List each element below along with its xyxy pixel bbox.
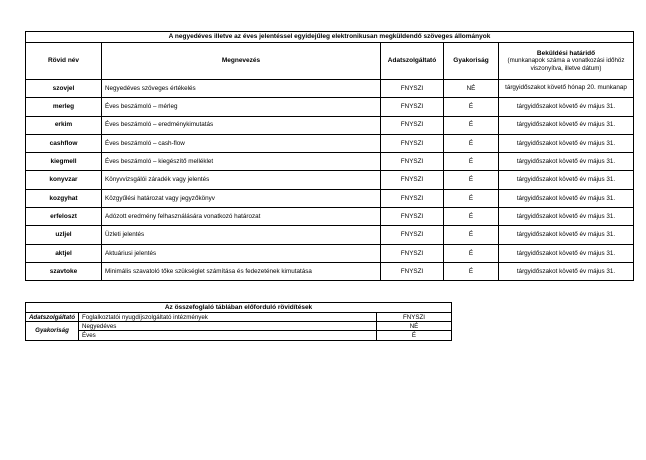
row-description: Aktuáriusi jelentés (102, 244, 381, 262)
table-row (26, 208, 634, 226)
frequency-label: Gyakoriság (26, 322, 79, 340)
row-description: Éves beszámoló – kiegészítő melléklet (102, 153, 381, 171)
abbreviation-row (26, 313, 452, 322)
table-header-row (26, 43, 634, 80)
row-frequency: É (444, 116, 499, 134)
submission-files-table (25, 31, 634, 281)
row-code: szavtoke (26, 262, 102, 280)
row-description: Adózott eredmény felhasználására vonatkozó határozat (102, 208, 381, 226)
row-deadline: tárgyidőszakot követő év május 31. (499, 244, 634, 262)
table-row (26, 98, 634, 116)
table-row (26, 244, 634, 262)
table-title: A negyedéves illetve az éves jelentéssel egyidejűleg elektronikusan megküldendő szöveges állományok (26, 32, 634, 43)
row-provider: FNYSZI (381, 80, 444, 98)
table-row (26, 153, 634, 171)
row-description: Éves beszámoló – cash-flow (102, 134, 381, 152)
row-frequency: É (444, 262, 499, 280)
table-row (26, 134, 634, 152)
table-row (26, 80, 634, 98)
abbreviations-title: Az összefoglaló táblában előforduló rövidítések (26, 303, 452, 313)
row-frequency: É (444, 189, 499, 207)
provider-description: Foglalkoztatói nyugdíjszolgáltató intézmények (79, 313, 377, 322)
row-deadline: tárgyidőszakot követő hónap 20. munkanap (499, 80, 634, 98)
header-deadline-subtitle: (munkanapok száma a vonatkozási időhöz viszonyítva, illetve dátum) (507, 57, 625, 72)
row-code: erfeloszt (26, 208, 102, 226)
row-provider: FNYSZI (381, 244, 444, 262)
row-provider: FNYSZI (381, 226, 444, 244)
frequency-description: Negyedéves (79, 322, 377, 331)
row-description: Üzleti jelentés (102, 226, 381, 244)
header-desc: Megnevezés (102, 43, 381, 80)
row-code: erkim (26, 116, 102, 134)
row-frequency: É (444, 171, 499, 189)
row-frequency: É (444, 208, 499, 226)
row-code: uzljel (26, 226, 102, 244)
row-deadline: tárgyidőszakot követő év május 31. (499, 98, 634, 116)
row-frequency: É (444, 244, 499, 262)
row-deadline: tárgyidőszakot követő év május 31. (499, 262, 634, 280)
abbreviation-row (26, 322, 452, 331)
row-provider: FNYSZI (381, 262, 444, 280)
frequency-code: NÉ (377, 322, 452, 331)
row-deadline: tárgyidőszakot követő év május 31. (499, 153, 634, 171)
row-deadline: tárgyidőszakot követő év május 31. (499, 189, 634, 207)
row-provider: FNYSZI (381, 98, 444, 116)
row-description: Éves beszámoló – mérleg (102, 98, 381, 116)
row-frequency: É (444, 226, 499, 244)
row-deadline: tárgyidőszakot követő év május 31. (499, 171, 634, 189)
abbreviation-row (26, 331, 452, 340)
row-code: kozgyhat (26, 189, 102, 207)
row-deadline: tárgyidőszakot követő év május 31. (499, 116, 634, 134)
row-code: cashflow (26, 134, 102, 152)
row-provider: FNYSZI (381, 153, 444, 171)
table-row (26, 226, 634, 244)
header-frequency: Gyakoriság (444, 43, 499, 80)
row-description: Közgyűlési határozat vagy jegyzőkönyv (102, 189, 381, 207)
table-row (26, 116, 634, 134)
row-code: szovjel (26, 80, 102, 98)
row-code: kiegmell (26, 153, 102, 171)
row-provider: FNYSZI (381, 171, 444, 189)
header-deadline (499, 43, 634, 80)
row-provider: FNYSZI (381, 134, 444, 152)
row-deadline: tárgyidőszakot követő év május 31. (499, 208, 634, 226)
row-code: merleg (26, 98, 102, 116)
header-provider: Adatszolgáltató (381, 43, 444, 80)
row-deadline: tárgyidőszakot követő év május 31. (499, 134, 634, 152)
row-description: Minimális szavatoló tőke szükséglet számítása és fedezetének kimutatása (102, 262, 381, 280)
header-deadline-title: Beküldési határidő (536, 49, 596, 57)
row-provider: FNYSZI (381, 189, 444, 207)
header-code: Rövid név (26, 43, 102, 80)
provider-label: Adatszolgáltató (26, 313, 79, 322)
row-description: Éves beszámoló – eredménykimutatás (102, 116, 381, 134)
row-deadline: tárgyidőszakot követő év május 31. (499, 226, 634, 244)
row-provider: FNYSZI (381, 208, 444, 226)
row-frequency: NÉ (444, 80, 499, 98)
provider-code: FNYSZI (377, 313, 452, 322)
frequency-code: É (377, 331, 452, 340)
row-description: Könyvvizsgálói záradék vagy jelentés (102, 171, 381, 189)
table-row (26, 189, 634, 207)
table-row (26, 262, 634, 280)
abbreviations-table (25, 302, 452, 341)
row-description: Negyedéves szöveges értékelés (102, 80, 381, 98)
row-frequency: É (444, 98, 499, 116)
row-code: konyvzar (26, 171, 102, 189)
row-frequency: É (444, 134, 499, 152)
frequency-description: Éves (79, 331, 377, 340)
row-provider: FNYSZI (381, 116, 444, 134)
row-frequency: É (444, 153, 499, 171)
table-row (26, 171, 634, 189)
row-code: aktjel (26, 244, 102, 262)
